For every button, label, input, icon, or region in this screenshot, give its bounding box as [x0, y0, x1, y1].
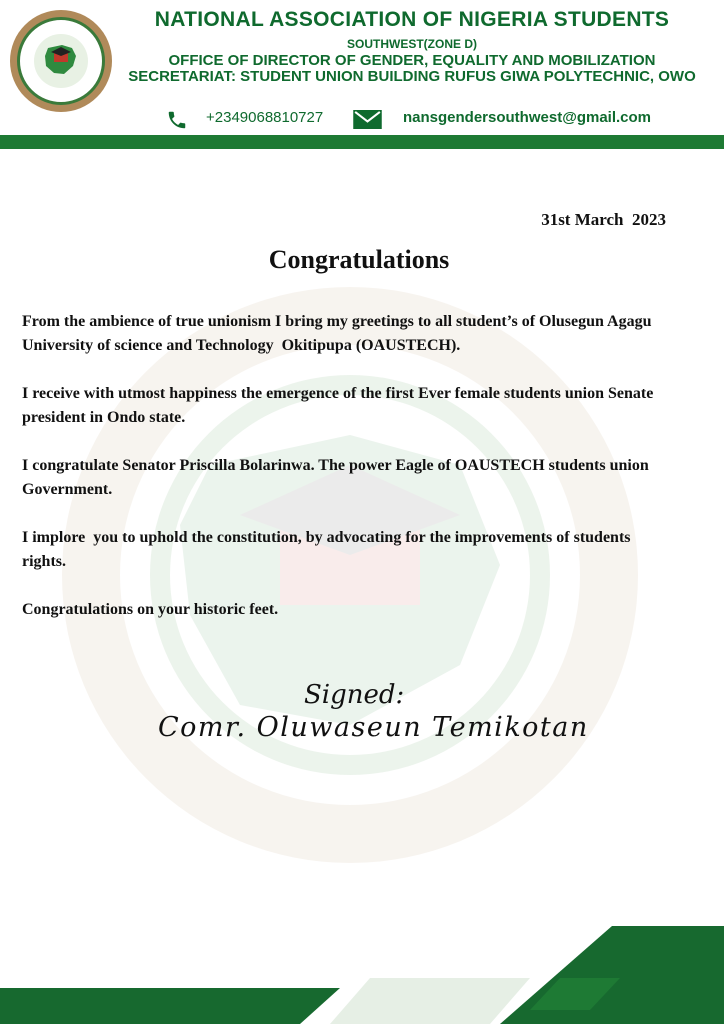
paragraph-congratulate: I congratulate Senator Priscilla Bolarinwa. The power Eagle of OAUSTECH students union Government. [22, 457, 649, 498]
nans-watermark-seal [60, 285, 640, 865]
office-label: OFFICE OF DIRECTOR OF GENDER, EQUALITY AND MOBILIZATION [168, 52, 656, 69]
footer-green-shapes [0, 920, 724, 1024]
letter-heading: Congratulations [268, 245, 450, 274]
zone-label: SOUTHWEST(ZONE D) [347, 37, 477, 51]
organization-title: NATIONAL ASSOCIATION OF NIGERIA STUDENTS [154, 8, 670, 31]
nans-logo [10, 10, 112, 112]
phone-number[interactable]: +2349068810727 [206, 109, 324, 126]
mail-icon [353, 110, 382, 129]
paragraph-implore: I implore you to uphold the constitution, by advocating for the improvements of students rights. [22, 529, 631, 570]
signed-label: Signed: [304, 680, 405, 710]
phone-icon [166, 109, 188, 131]
paragraph-emergence: I receive with utmost happiness the emergence of the first Ever female students union Senate president in Ondo state. [22, 385, 654, 426]
signer-name: Comr. Oluwaseun Temikotan [158, 712, 589, 743]
paragraph-greeting: From the ambience of true unionism I bring my greetings to all student’s of Olusegun Agagu University of science and Technology Okitipupa (OAUSTECH). [22, 313, 652, 354]
paragraph-closing: Congratulations on your historic feet. [22, 601, 279, 618]
header-divider-bar [0, 135, 724, 149]
letter-date: 31st March 2023 [541, 210, 666, 229]
letterhead [0, 0, 724, 135]
secretariat-label: SECRETARIAT: STUDENT UNION BUILDING RUFUS GIWA POLYTECHNIC, OWO [128, 68, 696, 85]
email-address[interactable]: nansgendersouthwest@gmail.com [403, 109, 652, 126]
